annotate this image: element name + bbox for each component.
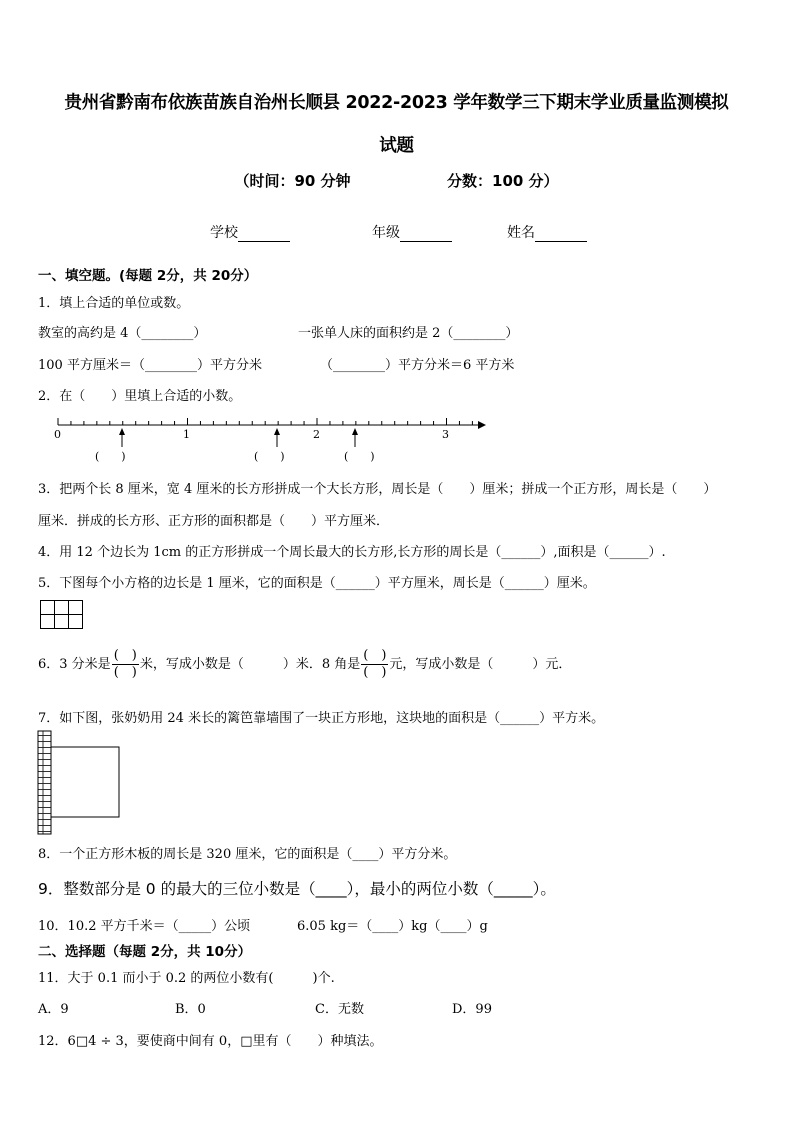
page-title bbox=[30, 82, 763, 168]
grade-field[interactable] bbox=[372, 222, 452, 242]
question-1c: 100 平方厘米＝（________）平方分米 bbox=[38, 358, 262, 373]
square-fence bbox=[51, 747, 119, 817]
question-1d: （________）平方分米＝6 平方米 bbox=[320, 358, 515, 373]
question-12: 12．6□4 ÷ 3，要使商中间有 0，□里有（ ）种填法。 bbox=[38, 1034, 383, 1049]
fraction-2-numerator: ( ) bbox=[363, 648, 387, 663]
tick-label-0: 0 bbox=[54, 428, 61, 441]
question-10b: 6.05 kg＝（____）kg（____）g bbox=[297, 919, 488, 934]
school-field[interactable] bbox=[210, 222, 290, 242]
section-1-title: 一、填空题。(每题 2分，共 20分） bbox=[38, 268, 258, 284]
question-1b: 一张单人床的面积约是 2（________） bbox=[298, 326, 519, 341]
option-a[interactable]: A．9 bbox=[38, 1002, 69, 1017]
fraction-1-denominator: ( ) bbox=[113, 665, 137, 680]
fraction-blank-2[interactable] bbox=[361, 648, 388, 681]
question-1: 1．填上合适的单位或数。 bbox=[38, 296, 190, 311]
tick-label-2: 2 bbox=[313, 428, 320, 441]
fence-wall-figure bbox=[37, 730, 127, 836]
question-8: 8．一个正方形木板的周长是 320 厘米，它的面积是（____）平方分米。 bbox=[38, 847, 457, 862]
number-line-arrow bbox=[478, 421, 486, 429]
tick-label-1: 1 bbox=[183, 428, 190, 441]
blank-1[interactable]: ( ) bbox=[95, 450, 126, 463]
tick-label-3: 3 bbox=[442, 428, 449, 441]
school-label: 学校 bbox=[210, 225, 238, 241]
grade-label: 年级 bbox=[372, 225, 400, 241]
number-line-ticks bbox=[58, 418, 472, 425]
question-5: 5．下图每个小方格的边长是 1 厘米，它的面积是（______）平方厘米，周长是（______）厘米。 bbox=[38, 576, 596, 591]
title-line-2: 试题 bbox=[379, 136, 414, 156]
question-7: 7．如下图，张奶奶用 24 米长的篱笆靠墙围了一块正方形地，这块地的面积是（______）平方米。 bbox=[38, 711, 605, 726]
name-label: 姓名 bbox=[507, 225, 535, 241]
name-field[interactable] bbox=[507, 222, 587, 242]
question-6 bbox=[38, 648, 571, 681]
question-4: 4．用 12 个边长为 1cm 的正方形拼成一个周长最大的长方形,长方形的周长是（______）,面积是（______）. bbox=[38, 545, 666, 560]
question-1a: 教室的高约是 4（________） bbox=[38, 326, 207, 341]
question-9: 9．整数部分是 0 的最大的三位小数是（____），最小的两位小数（_____）。 bbox=[38, 880, 556, 898]
grid-figure bbox=[40, 600, 84, 630]
fraction-1-numerator: ( ) bbox=[113, 648, 137, 663]
time-info: （时间：90 分钟 bbox=[234, 172, 351, 190]
title-line-1: 贵州省黔南布依族苗族自治州长顺县 2022-2023 学年数学三下期末学业质量监测模拟 bbox=[64, 93, 729, 113]
question-3a: 3．把两个长 8 厘米，宽 4 厘米的长方形拼成一个大长方形，周长是（ ）厘米；拼成一个正方形，周长是（ ） bbox=[38, 482, 717, 497]
q6-mid: 米，写成小数是（ ）米．8 角是 bbox=[139, 657, 361, 672]
blank-2[interactable]: ( ) bbox=[254, 450, 285, 463]
pointer-arrow-1 bbox=[119, 428, 125, 447]
option-c[interactable]: C．无数 bbox=[315, 1002, 364, 1017]
pointer-arrow-3 bbox=[352, 428, 358, 447]
option-b[interactable]: B．0 bbox=[175, 1002, 206, 1017]
wall-icon bbox=[38, 731, 51, 834]
score-info: 分数：100 分） bbox=[447, 172, 559, 190]
fraction-blank-1[interactable] bbox=[112, 648, 139, 681]
question-2: 2．在（ ）里填上合适的小数。 bbox=[38, 389, 242, 404]
question-3b: 厘米．拼成的长方形、正方形的面积都是（ ）平方厘米． bbox=[38, 514, 390, 529]
exam-meta bbox=[0, 170, 793, 191]
question-10a: 10．10.2 平方千米＝（_____）公顷 bbox=[38, 919, 251, 934]
section-2-title: 二、选择题（每题 2分，共 10分） bbox=[38, 944, 252, 960]
blank-3[interactable]: ( ) bbox=[344, 450, 375, 463]
pointer-arrow-2 bbox=[274, 428, 280, 447]
q6-prefix: 6．3 分米是 bbox=[38, 657, 111, 672]
question-11: 11．大于 0.1 而小于 0.2 的两位小数有( )个. bbox=[38, 971, 335, 986]
q6-suffix: 元，写成小数是（ ）元． bbox=[389, 657, 572, 672]
option-d[interactable]: D．99 bbox=[452, 1002, 492, 1017]
fraction-2-denominator: ( ) bbox=[363, 665, 387, 680]
